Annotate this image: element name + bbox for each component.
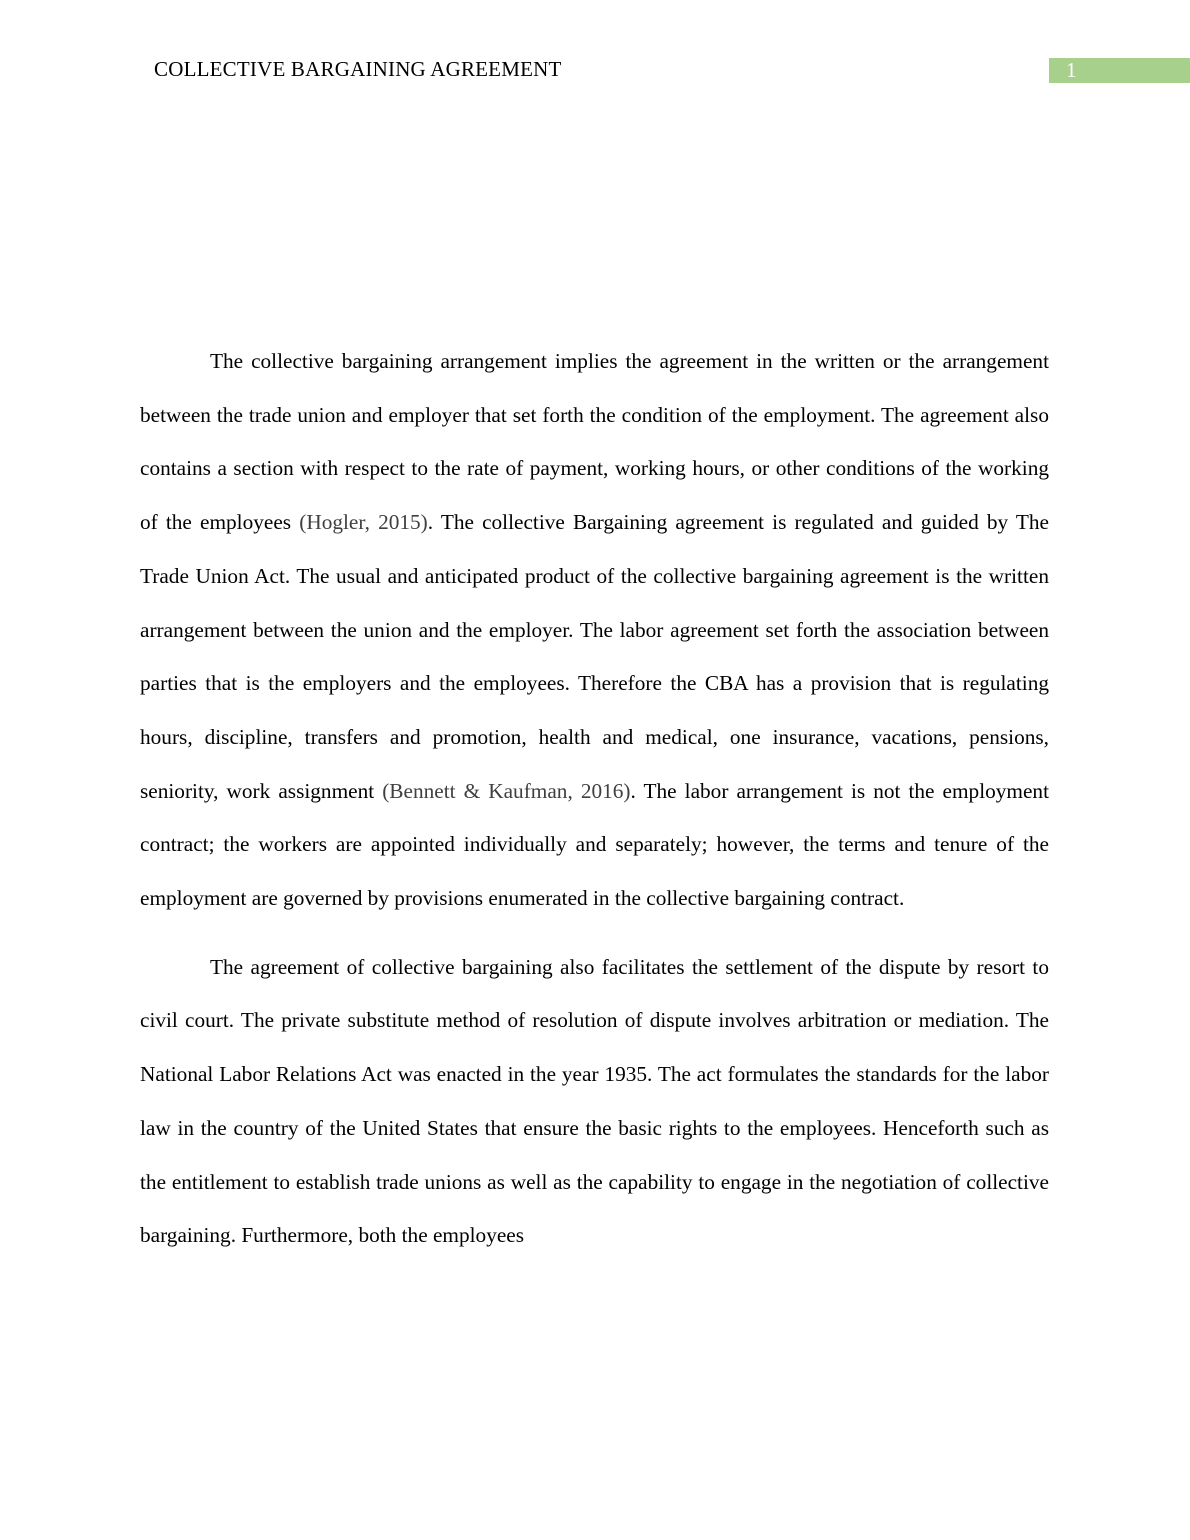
page-number: 1 <box>1066 58 1077 82</box>
page-number-badge <box>1049 58 1190 83</box>
citation-hogler-2015: (Hogler, 2015) <box>299 510 428 535</box>
running-head-title: COLLECTIVE BARGAINING AGREEMENT <box>154 57 562 81</box>
citation-bennett-kaufman-2016: (Bennett & Kaufman, 2016) <box>382 778 631 803</box>
paragraph-1-text-c: . The labor arrangement is not the employment contract; the workers are appointed individually and separately; however, the terms and tenure of the employment are governed by provisions enumerated in the collective bargaining contract. <box>140 778 1049 911</box>
paragraph-1 <box>140 335 1049 926</box>
document-body <box>140 335 1049 1278</box>
paragraph-1-text-b: . The collective Bargaining agreement is regulated and guided by The Trade Union Act. The usual and anticipated product of the collective bargaining agreement is the written arrangement between the union and the employer. The labor agreement set forth the association between parties that is the employers and the employees. Therefore the CBA has a provision that is regulating hours, discipline, transfers and promotion, health and medical, one insurance, vacations, pensions, seniority, work assignment <box>140 510 1049 803</box>
paragraph-2: The agreement of collective bargaining also facilitates the settlement of the dispute by resort to civil court. The private substitute method of resolution of dispute involves arbitration or mediation. The National Labor Relations Act was enacted in the year 1935. The act formulates the standards for the labor law in the country of the United States that ensure the basic rights to the employees. Henceforth such as the entitlement to establish trade unions as well as the capability to engage in the negotiation of collective bargaining. Furthermore, both the employees <box>140 954 1049 1248</box>
paragraph-1-text-a: The collective bargaining arrangement implies the agreement in the written or the arrangement between the trade union and employer that set forth the condition of the employment. The agreement also contains a section with respect to the rate of payment, working hours, or other conditions of the working of the employees <box>140 349 1049 535</box>
